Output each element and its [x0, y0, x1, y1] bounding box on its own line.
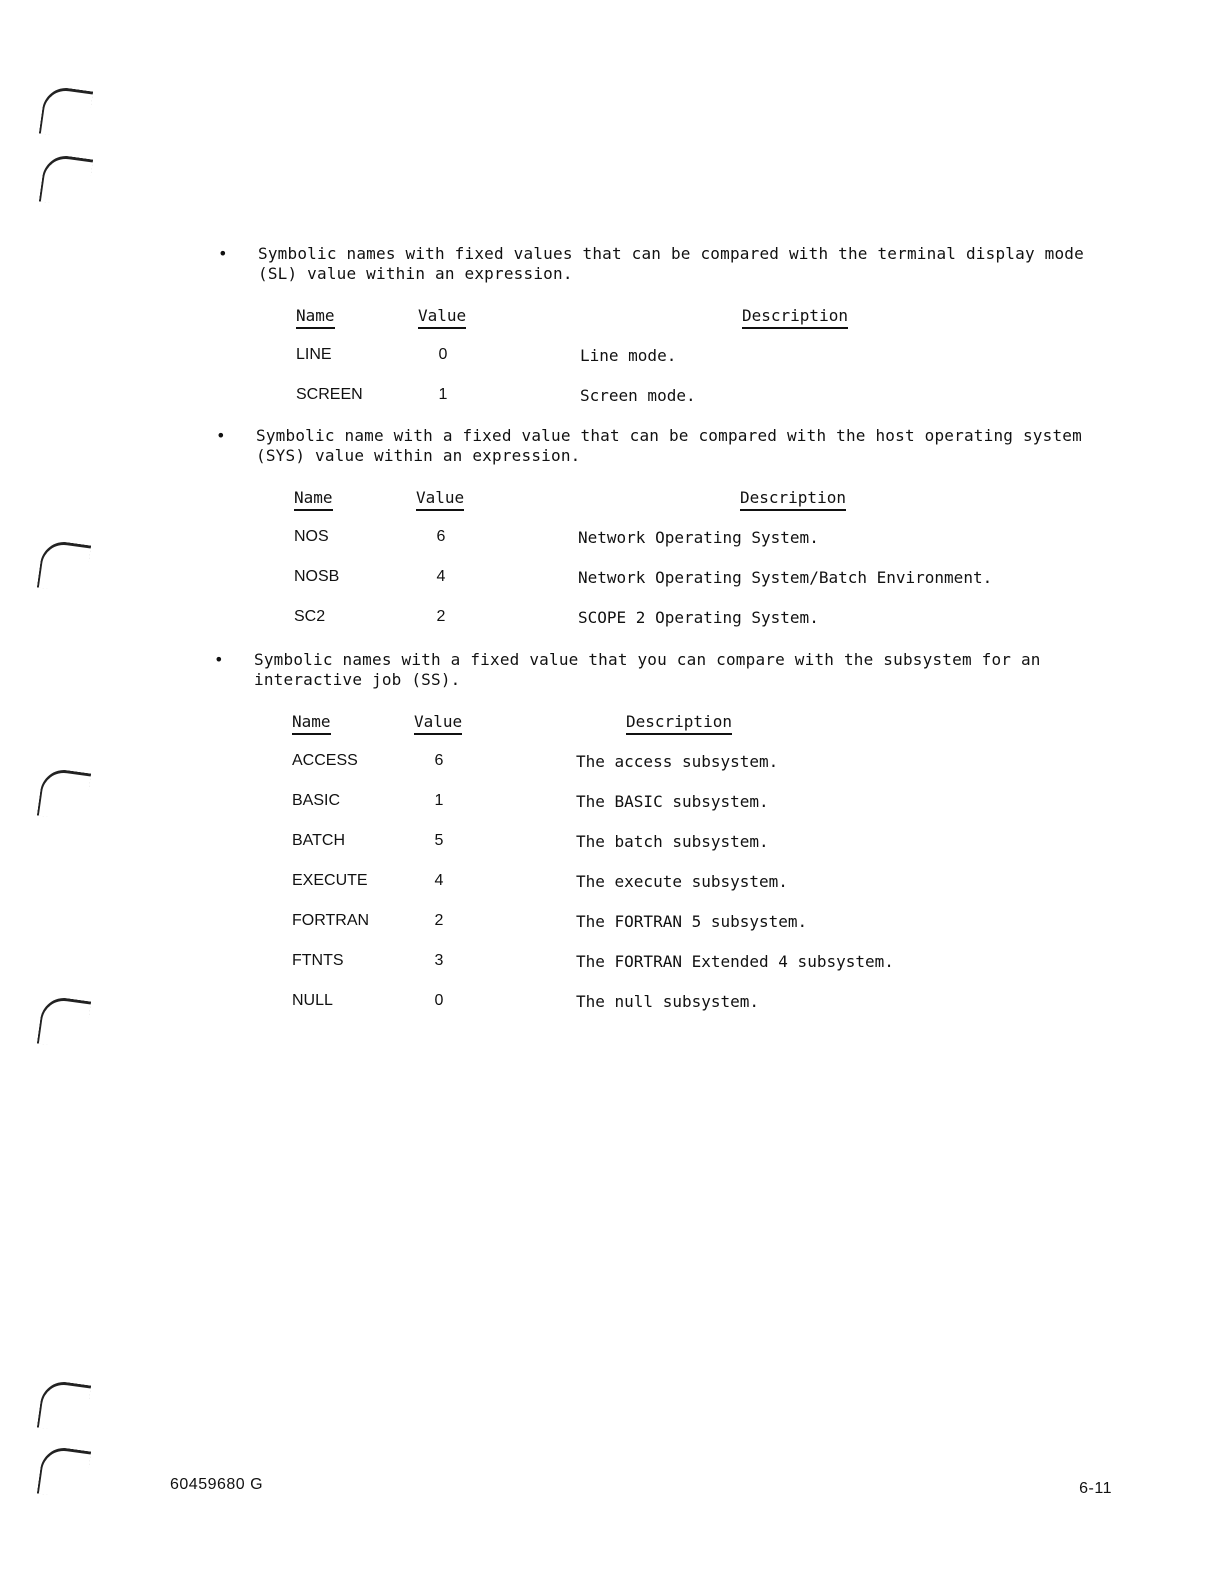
table-row [294, 568, 1116, 608]
row-name: NULL [292, 992, 333, 1009]
intro-text: Symbolic names with fixed values that can be compared with the terminal display mode (SL) value within an expression. [258, 244, 1084, 283]
table-row [292, 952, 1114, 992]
binder-hole-mark [37, 767, 91, 822]
row-value: 1 [434, 792, 444, 809]
bullet-icon: • [216, 426, 226, 445]
row-name: FTNTS [292, 952, 344, 969]
row-name: SC2 [294, 608, 326, 625]
bullet-icon: • [218, 244, 228, 263]
row-description: Network Operating System/Batch Environment. [578, 568, 993, 587]
row-name: NOS [294, 528, 329, 545]
page-number: 6-11 [1079, 1480, 1112, 1497]
binder-hole-mark [37, 539, 91, 594]
row-name: NOSB [294, 568, 340, 585]
row-value: 2 [436, 608, 446, 625]
row-name: LINE [296, 346, 332, 363]
row-value: 4 [436, 568, 446, 585]
row-description: The FORTRAN 5 subsystem. [576, 912, 808, 931]
table-row [292, 912, 1114, 952]
table-header [292, 712, 1114, 752]
section-interactive-subsystem [214, 650, 1114, 1032]
binder-hole-mark [37, 1379, 91, 1434]
table-row [292, 792, 1114, 832]
section-terminal-display-mode [218, 244, 1118, 426]
header-name: Name [294, 488, 333, 511]
table-row [296, 346, 1118, 386]
row-name: SCREEN [296, 386, 363, 403]
section-host-operating-system [216, 426, 1116, 648]
table-row [296, 386, 1118, 426]
table-row [292, 832, 1114, 872]
row-name: BASIC [292, 792, 341, 809]
row-name: FORTRAN [292, 912, 370, 929]
header-value: Value [416, 488, 464, 511]
header-name: Name [296, 306, 335, 329]
table-row [294, 528, 1116, 568]
symbol-table [296, 306, 1118, 426]
row-description: Network Operating System. [578, 528, 819, 547]
row-name: ACCESS [292, 752, 358, 769]
row-description: The access subsystem. [576, 752, 779, 771]
row-value: 4 [434, 872, 444, 889]
binder-hole-mark [39, 153, 93, 208]
symbol-table [294, 488, 1116, 648]
binder-hole-mark [39, 85, 93, 140]
header-description: Description [742, 306, 848, 329]
row-description: The null subsystem. [576, 992, 760, 1011]
intro-text: Symbolic name with a fixed value that can be compared with the host operating system (SYS) value within an expression. [256, 426, 1082, 465]
intro-text: Symbolic names with a fixed value that you can compare with the subsystem for an interactive job (SS). [254, 650, 1041, 689]
row-description: Line mode. [580, 346, 677, 365]
binder-hole-mark [37, 1445, 91, 1500]
row-value: 2 [434, 912, 444, 929]
row-description: The execute subsystem. [576, 872, 788, 891]
header-description: Description [740, 488, 846, 511]
row-value: 6 [434, 752, 444, 769]
row-value: 0 [438, 346, 448, 363]
row-description: Screen mode. [580, 386, 696, 405]
section-intro [218, 244, 1118, 284]
row-value: 3 [434, 952, 444, 969]
section-intro [214, 650, 1114, 690]
section-intro [216, 426, 1116, 466]
table-row [294, 608, 1116, 648]
table-header [296, 306, 1118, 346]
header-value: Value [414, 712, 462, 735]
table-row [292, 992, 1114, 1032]
header-value: Value [418, 306, 466, 329]
row-name: EXECUTE [292, 872, 368, 889]
row-value: 5 [434, 832, 444, 849]
bullet-icon: • [214, 650, 224, 669]
symbol-table [292, 712, 1114, 1032]
row-description: The BASIC subsystem. [576, 792, 769, 811]
table-header [294, 488, 1116, 528]
header-name: Name [292, 712, 331, 735]
row-value: 6 [436, 528, 446, 545]
table-row [292, 752, 1114, 792]
row-description: The FORTRAN Extended 4 subsystem. [576, 952, 894, 971]
table-row [292, 872, 1114, 912]
row-name: BATCH [292, 832, 346, 849]
row-description: The batch subsystem. [576, 832, 769, 851]
header-description: Description [626, 712, 732, 735]
row-description: SCOPE 2 Operating System. [578, 608, 819, 627]
row-value: 1 [438, 386, 448, 403]
binder-hole-mark [37, 995, 91, 1050]
document-number: 60459680 G [170, 1476, 264, 1493]
row-value: 0 [434, 992, 444, 1009]
